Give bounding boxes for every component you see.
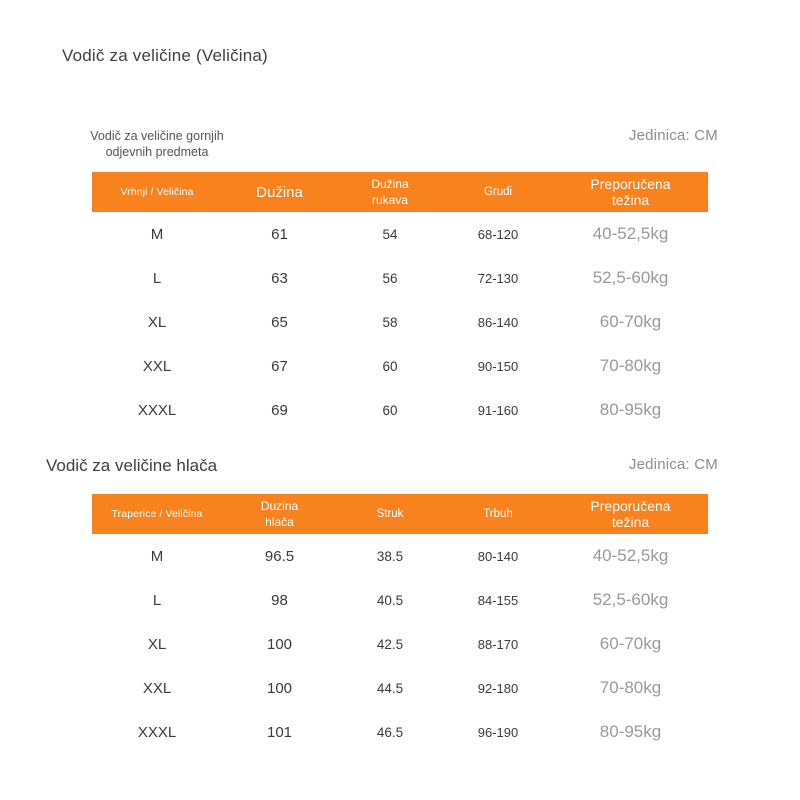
cell-sleeve-length: 56 <box>337 256 443 300</box>
table-header-row <box>92 172 708 212</box>
cell-recommended-weight: 70-80kg <box>553 344 708 388</box>
cell-size: XXL <box>92 666 222 710</box>
column-header-sleeve-length-line2: rukava <box>371 193 409 207</box>
cell-chest: 90-150 <box>443 344 553 388</box>
cell-waist: 42.5 <box>337 622 443 666</box>
cell-recommended-weight: 60-70kg <box>553 622 708 666</box>
table-row <box>92 666 708 710</box>
cell-length: 65 <box>222 300 337 344</box>
column-header-chest: Grudi <box>443 172 553 212</box>
column-header-pants-length <box>222 494 337 534</box>
cell-size: XXXL <box>92 710 222 754</box>
column-header-size: Vrhnji / Veličina <box>92 172 222 212</box>
cell-recommended-weight: 40-52,5kg <box>553 212 708 256</box>
cell-length: 63 <box>222 256 337 300</box>
section-bottoms <box>0 452 800 741</box>
table-row <box>92 622 708 666</box>
table-row <box>92 578 708 622</box>
cell-recommended-weight: 40-52,5kg <box>553 534 708 578</box>
cell-recommended-weight: 80-95kg <box>553 388 708 432</box>
column-header-recommended-weight-line2: težina <box>611 192 650 208</box>
page-title: Vodič za veličine (Veličina) <box>62 46 268 65</box>
section-tops-title: Vodič za veličine gornjih odjevnih predmeta <box>90 129 224 159</box>
bottoms-size-table <box>92 494 708 754</box>
cell-size: XL <box>92 622 222 666</box>
table-row <box>92 212 708 256</box>
section-tops <box>0 120 800 419</box>
cell-pants-length: 100 <box>222 622 337 666</box>
column-header-sleeve-length-line1: Dužina <box>371 177 409 191</box>
section-bottoms-header <box>0 452 800 496</box>
column-header-length: Dužina <box>222 172 337 212</box>
cell-size: M <box>92 212 222 256</box>
cell-belly: 88-170 <box>443 622 553 666</box>
cell-sleeve-length: 58 <box>337 300 443 344</box>
cell-size: L <box>92 578 222 622</box>
column-header-recommended-weight-line1: Preporučena <box>590 176 671 192</box>
cell-length: 67 <box>222 344 337 388</box>
cell-pants-length: 96.5 <box>222 534 337 578</box>
cell-recommended-weight: 60-70kg <box>553 300 708 344</box>
column-header-recommended-weight-line2: težina <box>611 514 650 530</box>
cell-recommended-weight: 80-95kg <box>553 710 708 754</box>
cell-chest: 68-120 <box>443 212 553 256</box>
cell-length: 61 <box>222 212 337 256</box>
cell-pants-length: 101 <box>222 710 337 754</box>
table-row <box>92 710 708 754</box>
cell-sleeve-length: 60 <box>337 344 443 388</box>
column-header-recommended-weight <box>553 494 708 534</box>
cell-pants-length: 100 <box>222 666 337 710</box>
cell-sleeve-length: 60 <box>337 388 443 432</box>
column-header-sleeve-length <box>337 172 443 212</box>
cell-belly: 92-180 <box>443 666 553 710</box>
cell-recommended-weight: 52,5-60kg <box>553 256 708 300</box>
column-header-belly: Trbuh <box>443 494 553 534</box>
cell-size: L <box>92 256 222 300</box>
table-row <box>92 534 708 578</box>
cell-waist: 40.5 <box>337 578 443 622</box>
cell-size: XXL <box>92 344 222 388</box>
column-header-recommended-weight <box>553 172 708 212</box>
table-row <box>92 344 708 388</box>
column-header-size: Traperice / Veličina <box>92 494 222 534</box>
section-bottoms-title: Vodič za veličine hlača <box>46 456 218 475</box>
cell-chest: 91-160 <box>443 388 553 432</box>
table-header-row <box>92 494 708 534</box>
cell-waist: 38.5 <box>337 534 443 578</box>
cell-belly: 84-155 <box>443 578 553 622</box>
cell-waist: 44.5 <box>337 666 443 710</box>
cell-chest: 72-130 <box>443 256 553 300</box>
cell-chest: 86-140 <box>443 300 553 344</box>
cell-size: M <box>92 534 222 578</box>
column-header-pants-length-line2: hlača <box>265 515 294 529</box>
cell-waist: 46.5 <box>337 710 443 754</box>
column-header-pants-length-line1: Duzina <box>260 499 299 513</box>
table-row <box>92 388 708 432</box>
section-tops-header <box>0 120 800 164</box>
cell-belly: 80-140 <box>443 534 553 578</box>
section-bottoms-unit: Jedinica: CM <box>628 456 718 473</box>
cell-size: XL <box>92 300 222 344</box>
cell-size: XXXL <box>92 388 222 432</box>
cell-recommended-weight: 52,5-60kg <box>553 578 708 622</box>
section-tops-unit: Jedinica: CM <box>628 127 718 144</box>
cell-length: 69 <box>222 388 337 432</box>
cell-belly: 96-190 <box>443 710 553 754</box>
table-row <box>92 300 708 344</box>
cell-pants-length: 98 <box>222 578 337 622</box>
table-row <box>92 256 708 300</box>
tops-size-table <box>92 172 708 432</box>
cell-sleeve-length: 54 <box>337 212 443 256</box>
column-header-waist: Struk <box>337 494 443 534</box>
cell-recommended-weight: 70-80kg <box>553 666 708 710</box>
column-header-recommended-weight-line1: Preporučena <box>590 498 671 514</box>
